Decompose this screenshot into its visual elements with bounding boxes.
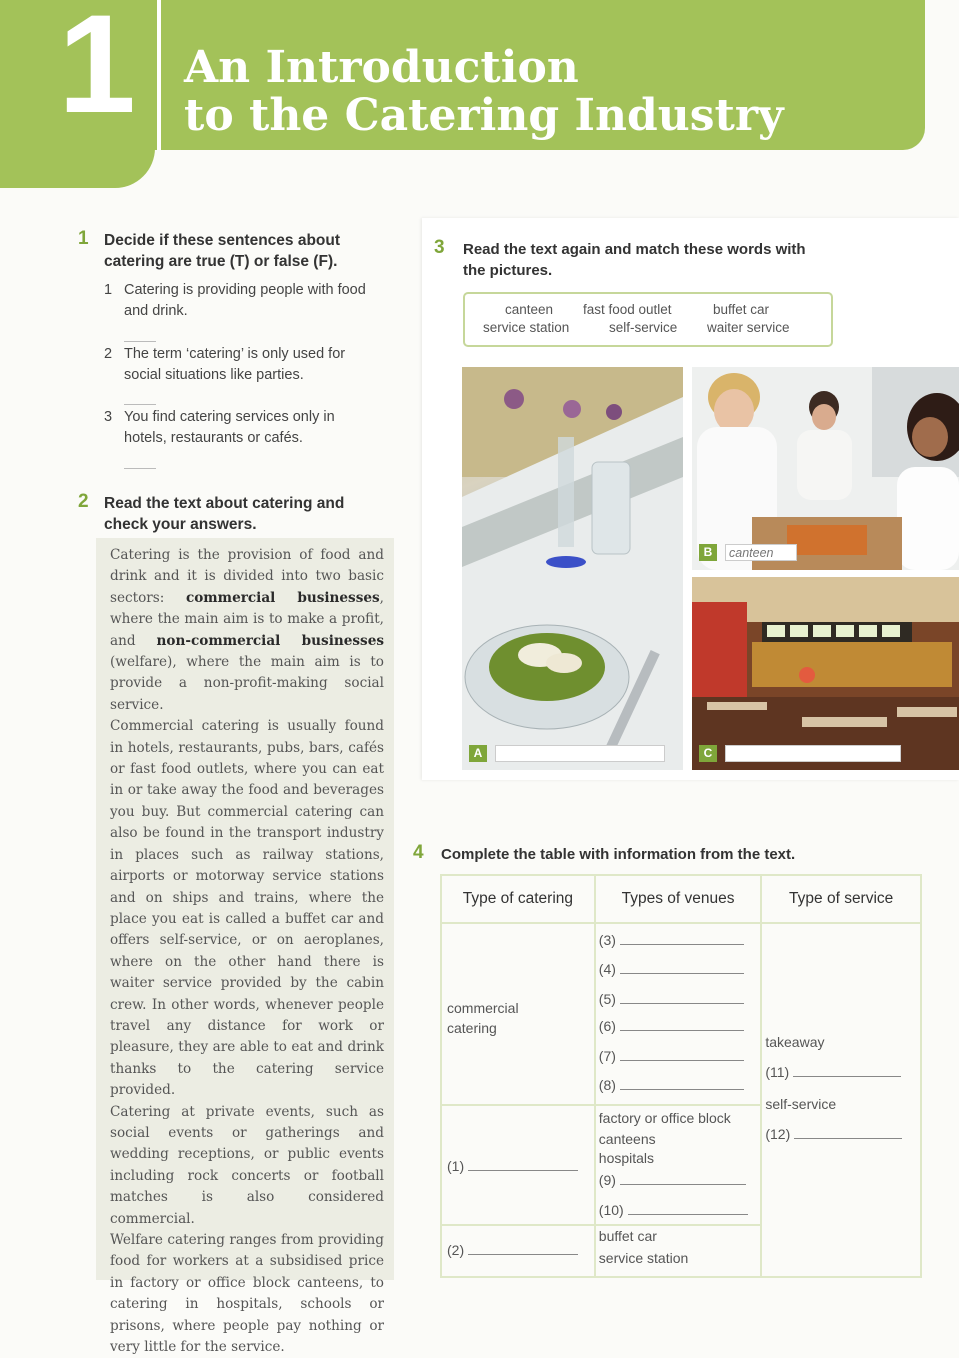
photo-b-canteen <box>692 367 959 570</box>
picture-c-answer-box[interactable] <box>725 745 901 762</box>
blank-line[interactable] <box>599 1018 744 1034</box>
item-text: Catering is providing people with food and drink. <box>124 282 366 319</box>
reading-text-span: Catering is the provision of food and drink and it is divided into two basic sectors: <box>110 547 384 606</box>
blank-underline[interactable] <box>620 1003 744 1004</box>
blank-underline[interactable] <box>628 1214 748 1215</box>
catering-type-label: commercial catering <box>447 1000 519 1036</box>
key-term-non-commercial: non-commercial businesses <box>156 632 384 649</box>
blank-line[interactable] <box>599 1172 746 1188</box>
photo-c-fast-food-outlet <box>692 577 959 770</box>
blank-number: (9) <box>598 1172 616 1188</box>
blank-number: (4) <box>598 961 616 977</box>
venue-text: service station <box>598 1250 689 1266</box>
blank-number: (11) <box>765 1064 790 1080</box>
photo-a-restaurant-table <box>462 367 683 770</box>
blank-line[interactable] <box>599 1077 744 1093</box>
blank-line[interactable] <box>447 1158 578 1174</box>
blank-underline[interactable] <box>620 973 744 974</box>
reading-text-span: , where the main aim is to make a profit, and <box>110 589 384 649</box>
blank-number: (10) <box>598 1202 624 1218</box>
table-cell <box>595 923 762 1105</box>
blank-underline[interactable] <box>620 944 744 945</box>
blank-number: (6) <box>598 1018 616 1034</box>
blank-line[interactable] <box>765 1126 902 1142</box>
word-option[interactable]: service station <box>483 320 570 335</box>
reading-paragraph-2: Commercial catering is usually found in hotels, restaurants, pubs, bars, cafés or fast food outlets, where you can eat in or take away the food and beverages you buy. But commercial catering can also be found in the transport industry in places such as railway stations, airports or motorway service stations and on ships and trains, where the place you eat is called a buffet car and offers self-service, or on aeroplanes, where on the other hand there is waiter service provided by the cabin crew. In other words, whenever people travel any distance for work or pleasure, they are able to eat and drink thanks to the catering service provided. <box>110 718 384 1099</box>
blank-underline[interactable] <box>620 1060 744 1061</box>
reading-text-span: (welfare), where the main aim is to provide a non-profit-making social service. <box>110 654 384 713</box>
item-text: You find catering services only in hotels, restaurants or cafés. <box>124 409 335 446</box>
blank-line[interactable] <box>765 1064 901 1080</box>
blank-line[interactable] <box>599 961 744 977</box>
blank-underline[interactable] <box>793 1076 901 1077</box>
column-header: Type of catering <box>441 875 595 923</box>
exercise-1-instruction: Decide if these sentences about catering are true (T) or false (F). <box>104 232 341 270</box>
blank-line[interactable] <box>447 1242 578 1258</box>
key-term-commercial: commercial businesses <box>185 589 380 606</box>
blank-underline[interactable] <box>620 1184 746 1185</box>
exercise-4-instruction: Complete the table with information from the text. <box>441 846 796 863</box>
blank-number: (1) <box>447 1158 465 1174</box>
item-number: 3 <box>104 409 113 425</box>
table-cell <box>441 1225 595 1277</box>
table-header-row <box>441 875 921 923</box>
table-cell <box>595 1225 762 1277</box>
word-option[interactable]: buffet car <box>713 302 770 317</box>
table-cell <box>441 1105 595 1225</box>
item-number: 1 <box>104 282 113 298</box>
service-cell <box>761 923 921 1277</box>
venue-text: hospitals <box>598 1150 655 1166</box>
banner-divider <box>157 0 161 150</box>
blank-line[interactable] <box>599 1202 748 1218</box>
exercise-3-number: 3 <box>434 237 445 258</box>
fast-food-illustration <box>692 577 959 770</box>
chapter-title-line2: to the Catering Industry <box>184 90 784 141</box>
table-cell <box>441 923 595 1105</box>
picture-b-answer-box[interactable]: canteen <box>725 544 797 561</box>
column-header: Type of service <box>761 875 921 923</box>
blank-number: (7) <box>598 1048 616 1064</box>
blank-underline[interactable] <box>620 1030 744 1031</box>
reading-paragraph-4: Welfare catering ranges from providing food for workers at a subsidised price in factory or office block canteens, to catering in hospitals, schools or prisons, where people pay nothing or very little for the service. <box>110 1232 384 1356</box>
blank-line[interactable] <box>599 932 744 948</box>
answer-line[interactable] <box>124 468 156 469</box>
chapter-title <box>184 44 784 140</box>
blank-number: (8) <box>598 1077 616 1093</box>
service-self-service: self-service <box>765 1096 837 1112</box>
exercise-3-instruction: Read the text again and match these words with the pictures. <box>463 241 806 279</box>
exercise-1-item <box>104 407 374 449</box>
blank-underline[interactable] <box>468 1170 578 1171</box>
restaurant-table-illustration <box>462 367 683 770</box>
blank-number: (12) <box>765 1126 791 1142</box>
venue-text: factory or office block canteens <box>598 1110 731 1147</box>
blank-underline[interactable] <box>620 1089 744 1090</box>
reading-text <box>110 545 384 1358</box>
exercise-4-number: 4 <box>413 842 424 863</box>
picture-letter-a: A <box>469 745 487 762</box>
picture-letter-b: B <box>699 544 717 561</box>
word-option[interactable]: waiter service <box>707 320 790 335</box>
exercise-2-number: 2 <box>78 491 89 512</box>
table-row <box>441 923 921 1105</box>
blank-line[interactable] <box>599 1048 744 1064</box>
catering-table <box>440 874 922 1278</box>
blank-number: (2) <box>447 1242 465 1258</box>
word-option[interactable]: self-service <box>609 320 678 335</box>
answer-line[interactable] <box>124 341 156 342</box>
answer-line[interactable] <box>124 404 156 405</box>
word-option[interactable]: canteen <box>505 302 554 317</box>
reading-paragraph-1 <box>110 545 384 716</box>
blank-line[interactable] <box>599 991 744 1007</box>
item-text: The term ‘catering’ is only used for social situations like parties. <box>124 346 346 383</box>
exercise-2-instruction: Read the text about catering and check your answers. <box>104 495 345 533</box>
reading-paragraph-3: Catering at private events, such as social events or gatherings and wedding receptions, or public events including rock concerts or football matches is also considered commercial. <box>110 1103 384 1227</box>
venue-text: buffet car <box>598 1228 657 1244</box>
exercise-1-item <box>104 280 374 322</box>
canteen-illustration <box>692 367 959 570</box>
picture-letter-c: C <box>699 745 717 762</box>
table-cell <box>595 1105 762 1225</box>
word-option[interactable]: fast food outlet <box>583 302 672 317</box>
service-takeaway: takeaway <box>765 1034 825 1050</box>
unit-number-block <box>0 0 155 188</box>
exercise-1-number: 1 <box>78 228 89 249</box>
column-header: Types of venues <box>595 875 762 923</box>
unit-number: 1 <box>58 0 130 142</box>
blank-number: (3) <box>598 932 616 948</box>
exercise-1-item <box>104 344 382 386</box>
item-number: 2 <box>104 346 113 362</box>
blank-underline[interactable] <box>468 1254 578 1255</box>
blank-number: (5) <box>598 991 616 1007</box>
blank-underline[interactable] <box>794 1138 902 1139</box>
picture-a-answer-box[interactable] <box>495 745 665 762</box>
chapter-title-line1: An Introduction <box>184 42 579 93</box>
